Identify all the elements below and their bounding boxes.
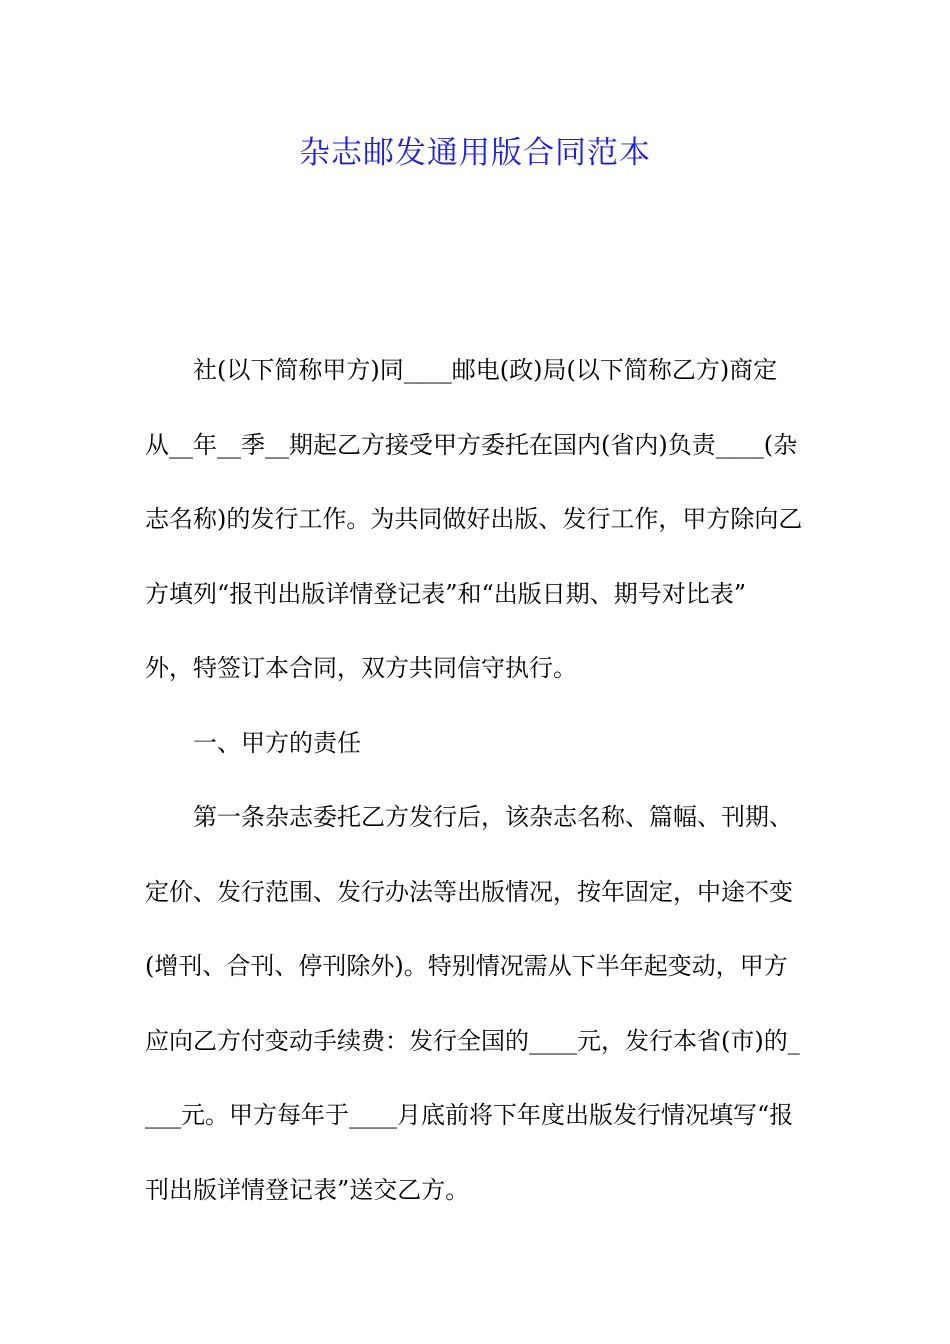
paragraph-line: ___元。甲方每年于____月底前将下年度出版发行情况填写“报 — [145, 1101, 794, 1129]
paragraph-line: 外，特签订本合同，双方共同信守执行。 — [145, 654, 577, 682]
document-title: 杂志邮发通用版合同范本 — [299, 135, 651, 171]
paragraph-line: 定价、发行范围、发行办法等出版情况，按年固定，中途不变 — [145, 877, 793, 906]
document-body — [145, 333, 811, 1227]
paragraph-line: 第一条杂志委托乙方发行后，该杂志名称、篇幅、刊期、 — [193, 803, 793, 831]
paragraph-line: 志名称)的发行工作。为共同做好出版、发行工作，甲方除向乙 — [145, 505, 803, 533]
paragraph-line: (增刊、合刊、停刊除外)。特别情况需从下半年起变动，甲方 — [145, 952, 788, 980]
paragraph-line: 社(以下简称甲方)同____邮电(政)局(以下简称乙方)商定 — [193, 356, 778, 384]
paragraph-line: 从__年__季__期起乙方接受甲方委托在国内(省内)负责____(杂 — [145, 430, 798, 459]
paragraph-line: 应向乙方付变动手续费：发行全国的____元，发行本省(市)的_ — [145, 1026, 800, 1055]
section-heading: 一、甲方的责任 — [193, 728, 361, 757]
paragraph-line: 刊出版详情登记表”送交乙方。 — [145, 1175, 470, 1204]
paragraph-line: 方填列“报刊出版详情登记表”和“出版日期、期号对比表” — [145, 579, 747, 608]
